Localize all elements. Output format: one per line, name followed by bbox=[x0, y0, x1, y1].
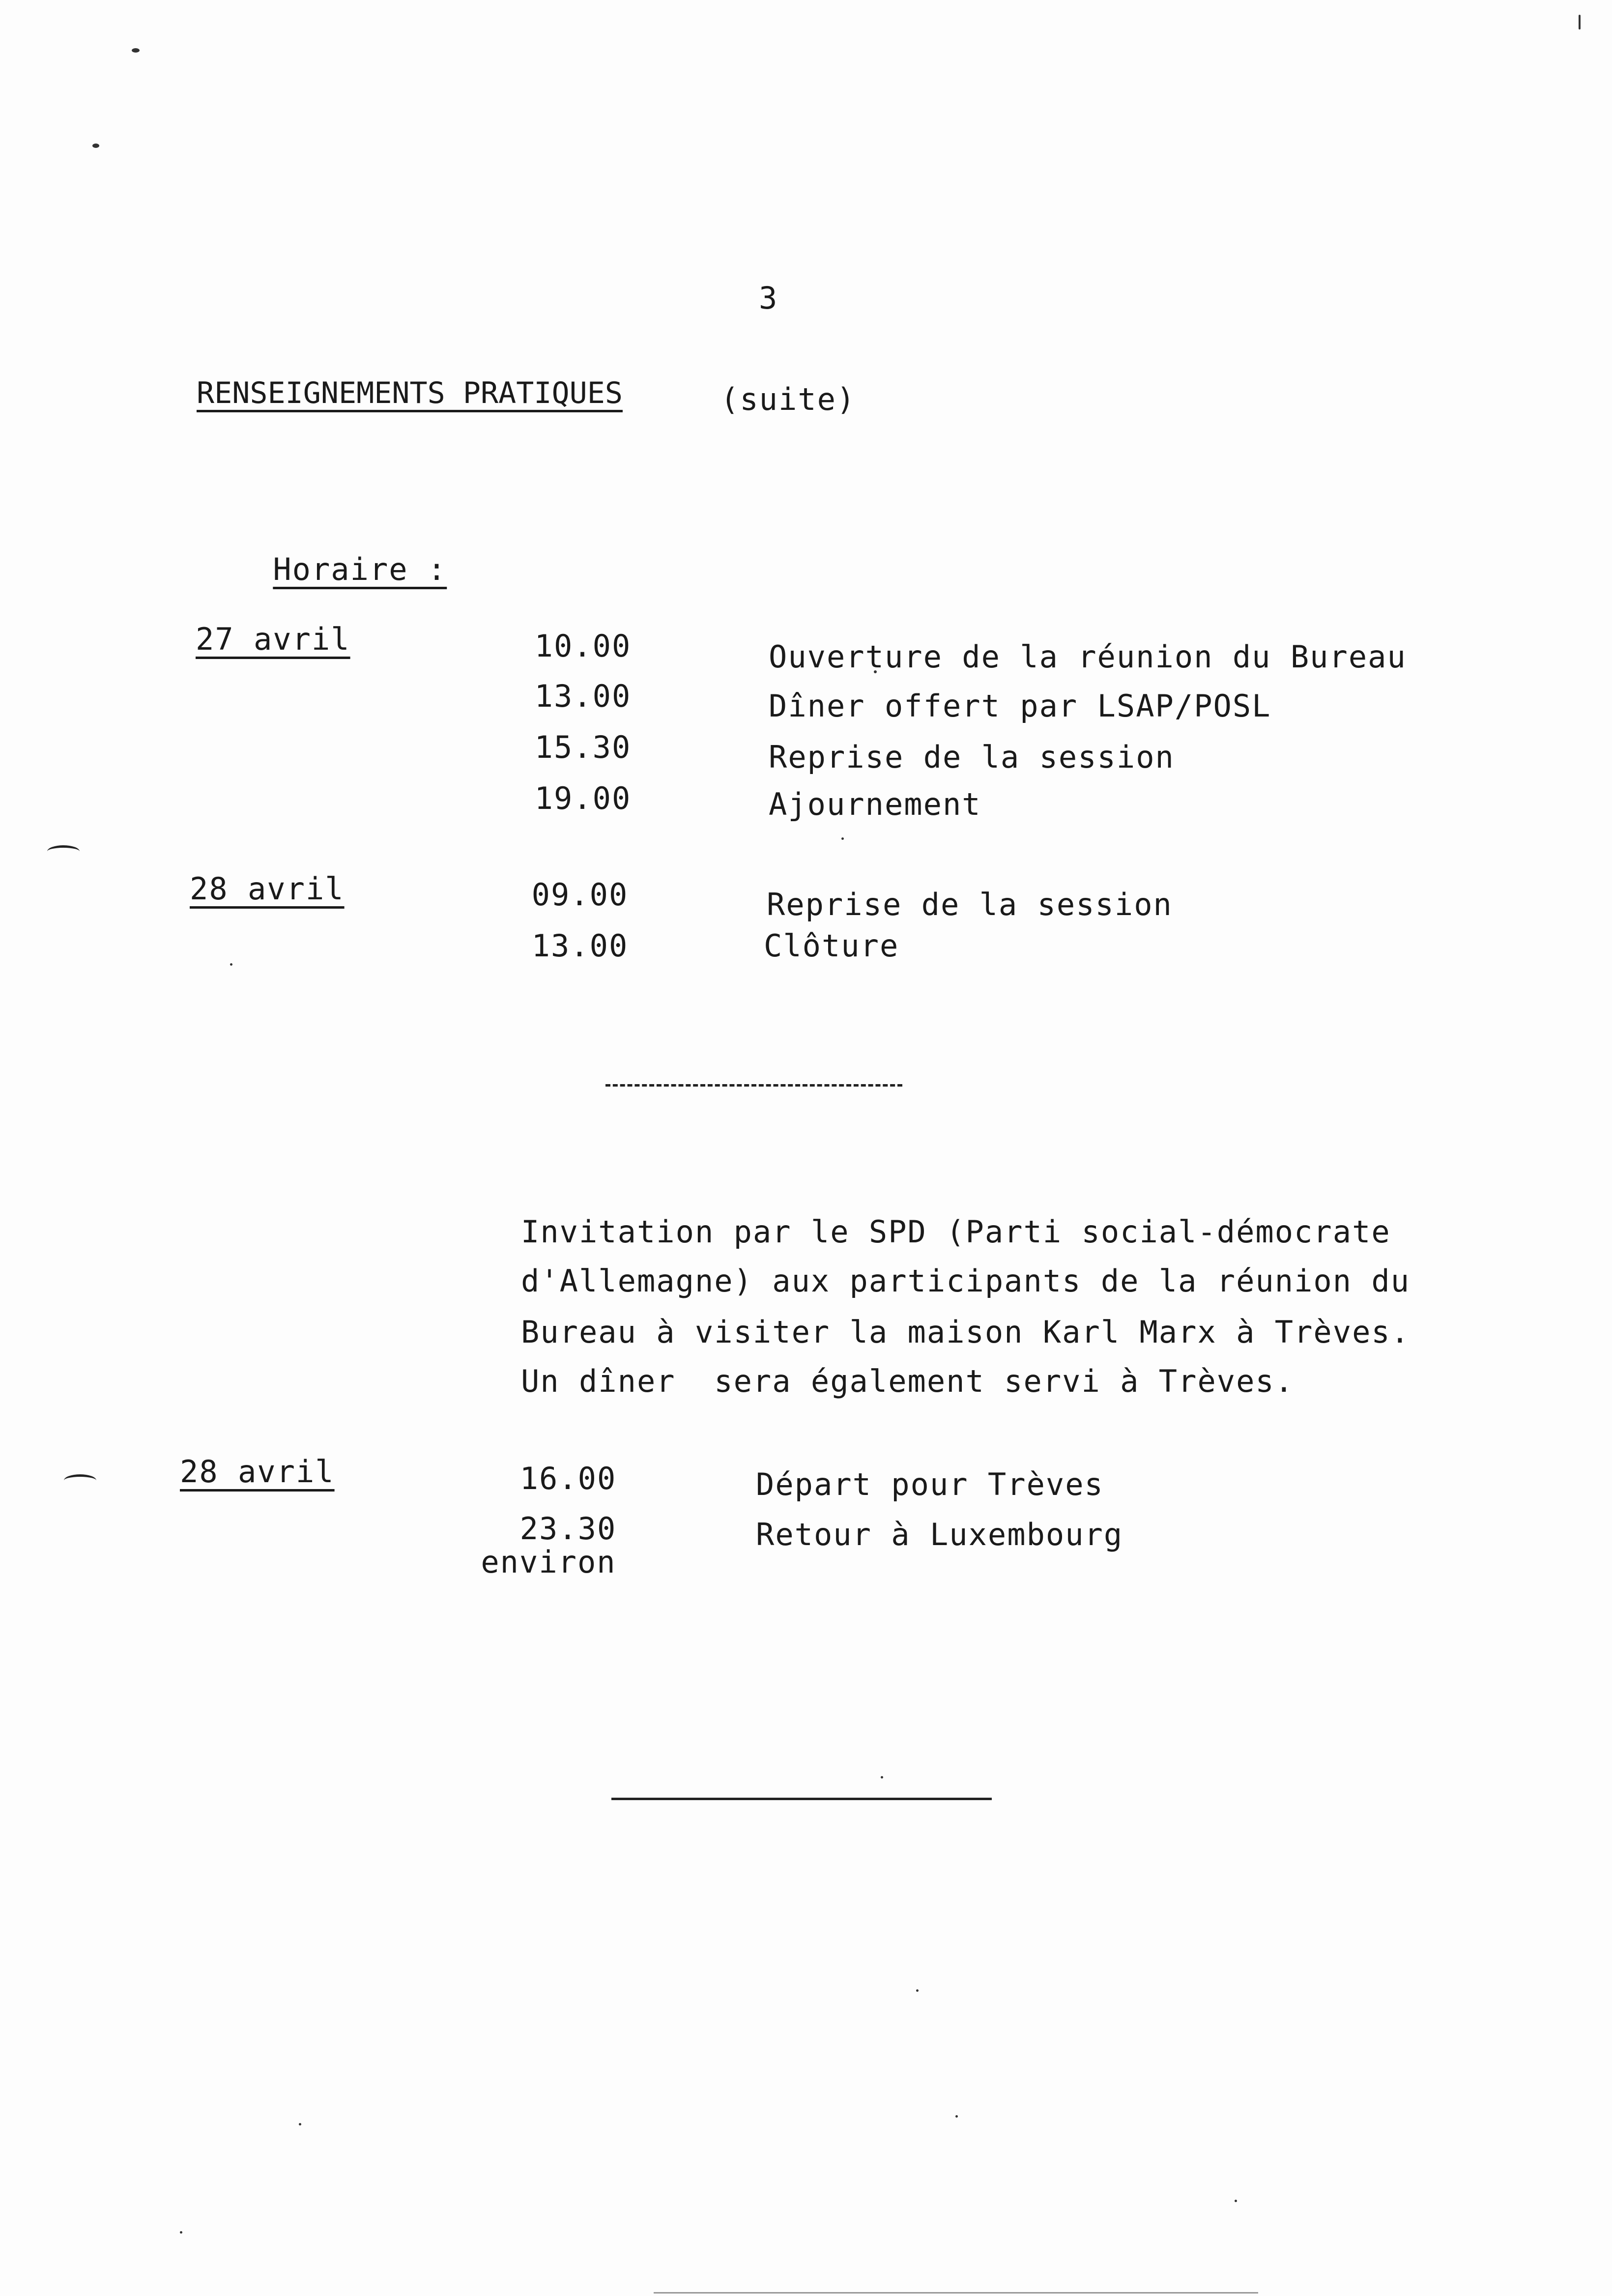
invitation-line-1: Invitation par le SPD (Parti social-démocrate bbox=[521, 1214, 1391, 1250]
margin-mark bbox=[47, 845, 80, 858]
invitation-line-3: Bureau à visiter la maison Karl Marx à Trèves. bbox=[521, 1314, 1410, 1350]
scan-speck bbox=[916, 1989, 919, 1992]
day1-time-1: 10.00 bbox=[534, 628, 632, 664]
day1-date: 27 avril bbox=[196, 621, 350, 657]
section-heading-suffix: (suite) bbox=[720, 381, 856, 417]
scan-speck bbox=[1579, 15, 1581, 29]
scan-speck bbox=[1235, 2200, 1237, 2202]
day1-time-2: 13.00 bbox=[534, 678, 632, 714]
day3-event-1: Départ pour Trèves bbox=[756, 1466, 1104, 1502]
schedule-label-text: Horaire : bbox=[273, 551, 447, 587]
scan-speck bbox=[92, 144, 99, 148]
day3-time-1: 16.00 bbox=[519, 1461, 617, 1496]
scan-speck bbox=[299, 2123, 301, 2125]
scan-speck bbox=[881, 1776, 883, 1779]
day1-time-4: 19.00 bbox=[534, 780, 632, 816]
day2-event-1: Reprise de la session bbox=[767, 887, 1173, 922]
closing-rule bbox=[611, 1798, 992, 1800]
day1-event-4: Ajournement bbox=[769, 786, 981, 822]
day3-time-2: 23.30 bbox=[519, 1511, 617, 1547]
day2-event-2: Clôture bbox=[764, 928, 899, 964]
day3-time-2-note: environ bbox=[481, 1544, 616, 1580]
bottom-edge-line bbox=[654, 2292, 1258, 2294]
scan-speck bbox=[132, 48, 140, 53]
day1-event-2: Dîner offert par LSAP/POSL bbox=[769, 688, 1271, 724]
scan-speck bbox=[230, 963, 232, 966]
day2-time-1: 09.00 bbox=[531, 877, 629, 913]
schedule-label bbox=[196, 524, 447, 615]
dashed-separator bbox=[605, 1084, 902, 1087]
day2-date: 28 avril bbox=[190, 871, 345, 907]
day2-time-2: 13.00 bbox=[531, 928, 629, 964]
day1-time-3: 15.30 bbox=[534, 729, 632, 765]
section-heading: RENSEIGNEMENTS PRATIQUES bbox=[197, 376, 623, 410]
invitation-line-4: Un dîner sera également servi à Trèves. bbox=[521, 1363, 1295, 1399]
scan-speck bbox=[841, 837, 844, 840]
scan-speck bbox=[955, 2115, 958, 2118]
scan-speck bbox=[180, 2231, 182, 2234]
page-number: 3 bbox=[759, 280, 778, 316]
day3-event-2: Retour à Luxembourg bbox=[756, 1517, 1123, 1552]
day1-event-3: Reprise de la session bbox=[769, 739, 1175, 775]
day3-date: 28 avril bbox=[180, 1454, 335, 1490]
margin-mark bbox=[64, 1474, 96, 1487]
invitation-line-2: d'Allemagne) aux participants de la réunion du bbox=[521, 1263, 1410, 1299]
day1-event-1: Ouverture de la réunion du Bureau bbox=[769, 639, 1407, 675]
